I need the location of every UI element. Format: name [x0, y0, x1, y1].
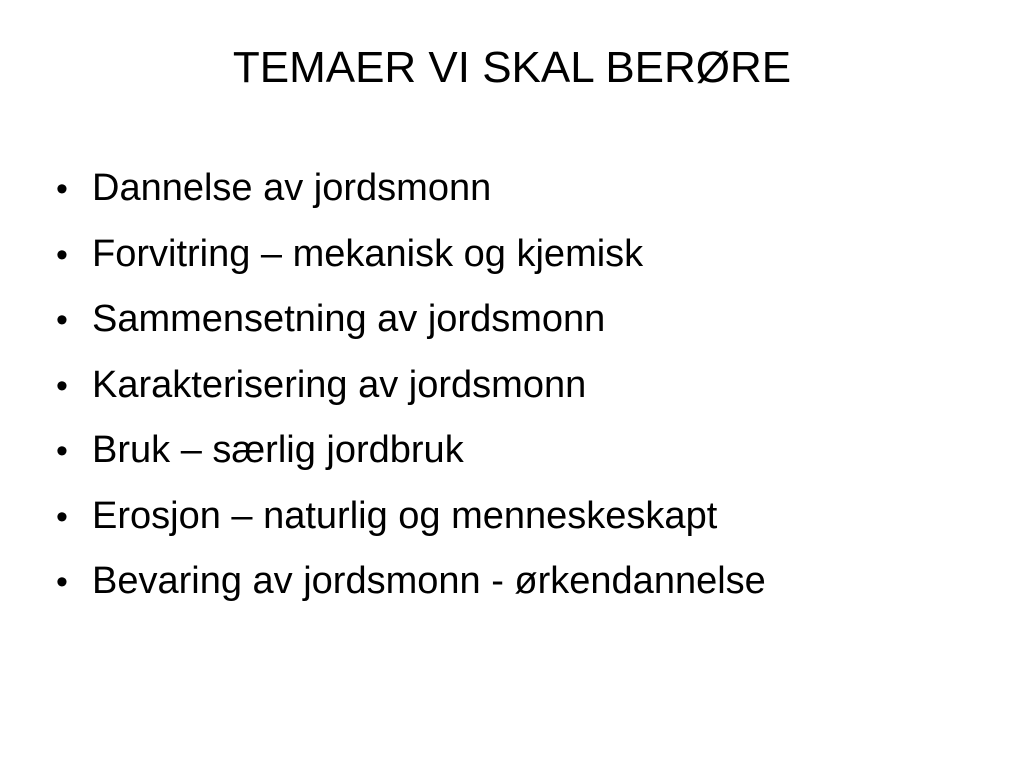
list-item [56, 490, 996, 556]
bullet-text: Erosjon – naturlig og menneskeskapt [92, 494, 718, 537]
list-item [56, 424, 996, 490]
list-item [56, 359, 996, 425]
bullet-icon: • [56, 301, 68, 339]
bullet-text: Dannelse av jordsmonn [92, 167, 492, 209]
bullet-icon: • [56, 235, 68, 274]
list-item [56, 555, 996, 621]
list-item [56, 228, 996, 294]
bullet-icon: • [56, 432, 68, 470]
bullet-text: Bruk – særlig jordbruk [92, 429, 464, 471]
list-item [56, 162, 996, 228]
slide-title: TEMAER VI SKAL BERØRE [232, 43, 792, 92]
bullet-text: Forvitring – mekanisk og kjemisk [92, 232, 644, 275]
bullet-text: Karakterisering av jordsmonn [92, 363, 587, 406]
bullet-icon: • [56, 366, 68, 405]
bullet-icon: • [56, 170, 68, 208]
bullet-icon: • [56, 563, 68, 601]
bullet-text: Bevaring av jordsmonn - ørkendannelse [92, 560, 766, 602]
bullet-text: Sammensetning av jordsmonn [92, 298, 606, 340]
bullet-icon: • [56, 497, 68, 536]
bullet-list [56, 162, 996, 621]
list-item [56, 293, 996, 359]
